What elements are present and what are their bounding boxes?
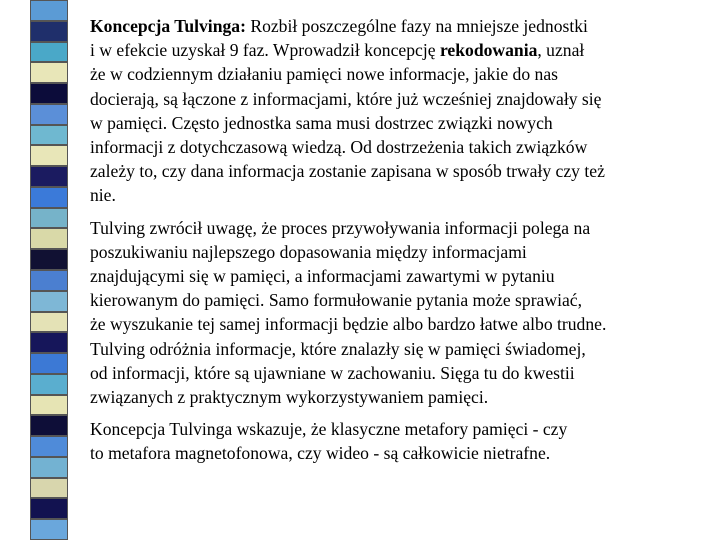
paragraph-1-keyword: rekodowania [439,40,538,61]
paragraph-1-text-a: Rozbił poszczególne fazy na mniejsze jednostki i w efekcie uzyskał 9 faz. Wprowadził koncepcję [90,16,588,61]
stripe-tile [30,42,68,63]
stripe-tile [30,228,68,249]
paragraph-3: Koncepcja Tulvinga wskazuje, że klasyczne metafory pamięci - czy to metafora magnetofonowa, czy wideo - są całkowicie nietrafne. [90,419,568,464]
stripe-tile [30,498,68,519]
stripe-tile [30,104,68,125]
stripe-tile [30,415,68,436]
stripe-tile [30,187,68,208]
slide-content [90,14,690,474]
paragraph-1-heading: Koncepcja Tulvinga: [90,16,246,36]
stripe-tile [30,353,68,374]
stripe-tile [30,166,68,187]
stripe-tile [30,332,68,353]
stripe-tile [30,291,68,312]
stripe-tile [30,519,68,540]
paragraph-2: Tulving zwrócił uwagę, że proces przywoływania informacji polega na poszukiwaniu najlepszego dopasowania między informacjami znajdującymi się w pamięci, a informacjami zawartymi w pytaniu kierowanym do pamięci. Samo formułowanie pytania może sprawiać, że wyszukanie tej samej informacji będzie albo bardzo łatwe albo trudne. Tulving odróżnia informacje, które znalazły się w pamięci świadomej, od informacji, które są ujawniane w zachowaniu. Sięga tu do kwestii związanych z praktycznym wykorzystywaniem pamięci. [90,217,607,408]
stripe-tile [30,270,68,291]
stripe-tile [30,457,68,478]
stripe-tile [30,312,68,333]
stripe-tile [30,83,68,104]
stripe-tile [30,21,68,42]
paragraph-1 [90,14,690,208]
stripe-tile [30,436,68,457]
stripe-tile [30,62,68,83]
stripe-tile [30,249,68,270]
stripe-tile [30,395,68,416]
decorative-stripe [0,0,68,540]
stripe-tile [30,478,68,499]
stripe-tile [30,125,68,146]
stripe-tile [30,208,68,229]
paragraph-1-text-b: , uznał że w codziennym działaniu pamięci nowe informacje, jakie do nas docierają, są łączone z informacjami, które już wcześniej znajdowały się w pamięci. Często jednostka sama musi dostrzec związki nowych informacji z dotychczasową wiedzą. Od dostrzeżenia takich związków zależy to, czy dana informacja zostanie zapisana w sposób trwały czy też nie. [90,40,605,206]
stripe-tile [30,145,68,166]
stripe-tile [30,0,68,21]
stripe-tile [30,374,68,395]
